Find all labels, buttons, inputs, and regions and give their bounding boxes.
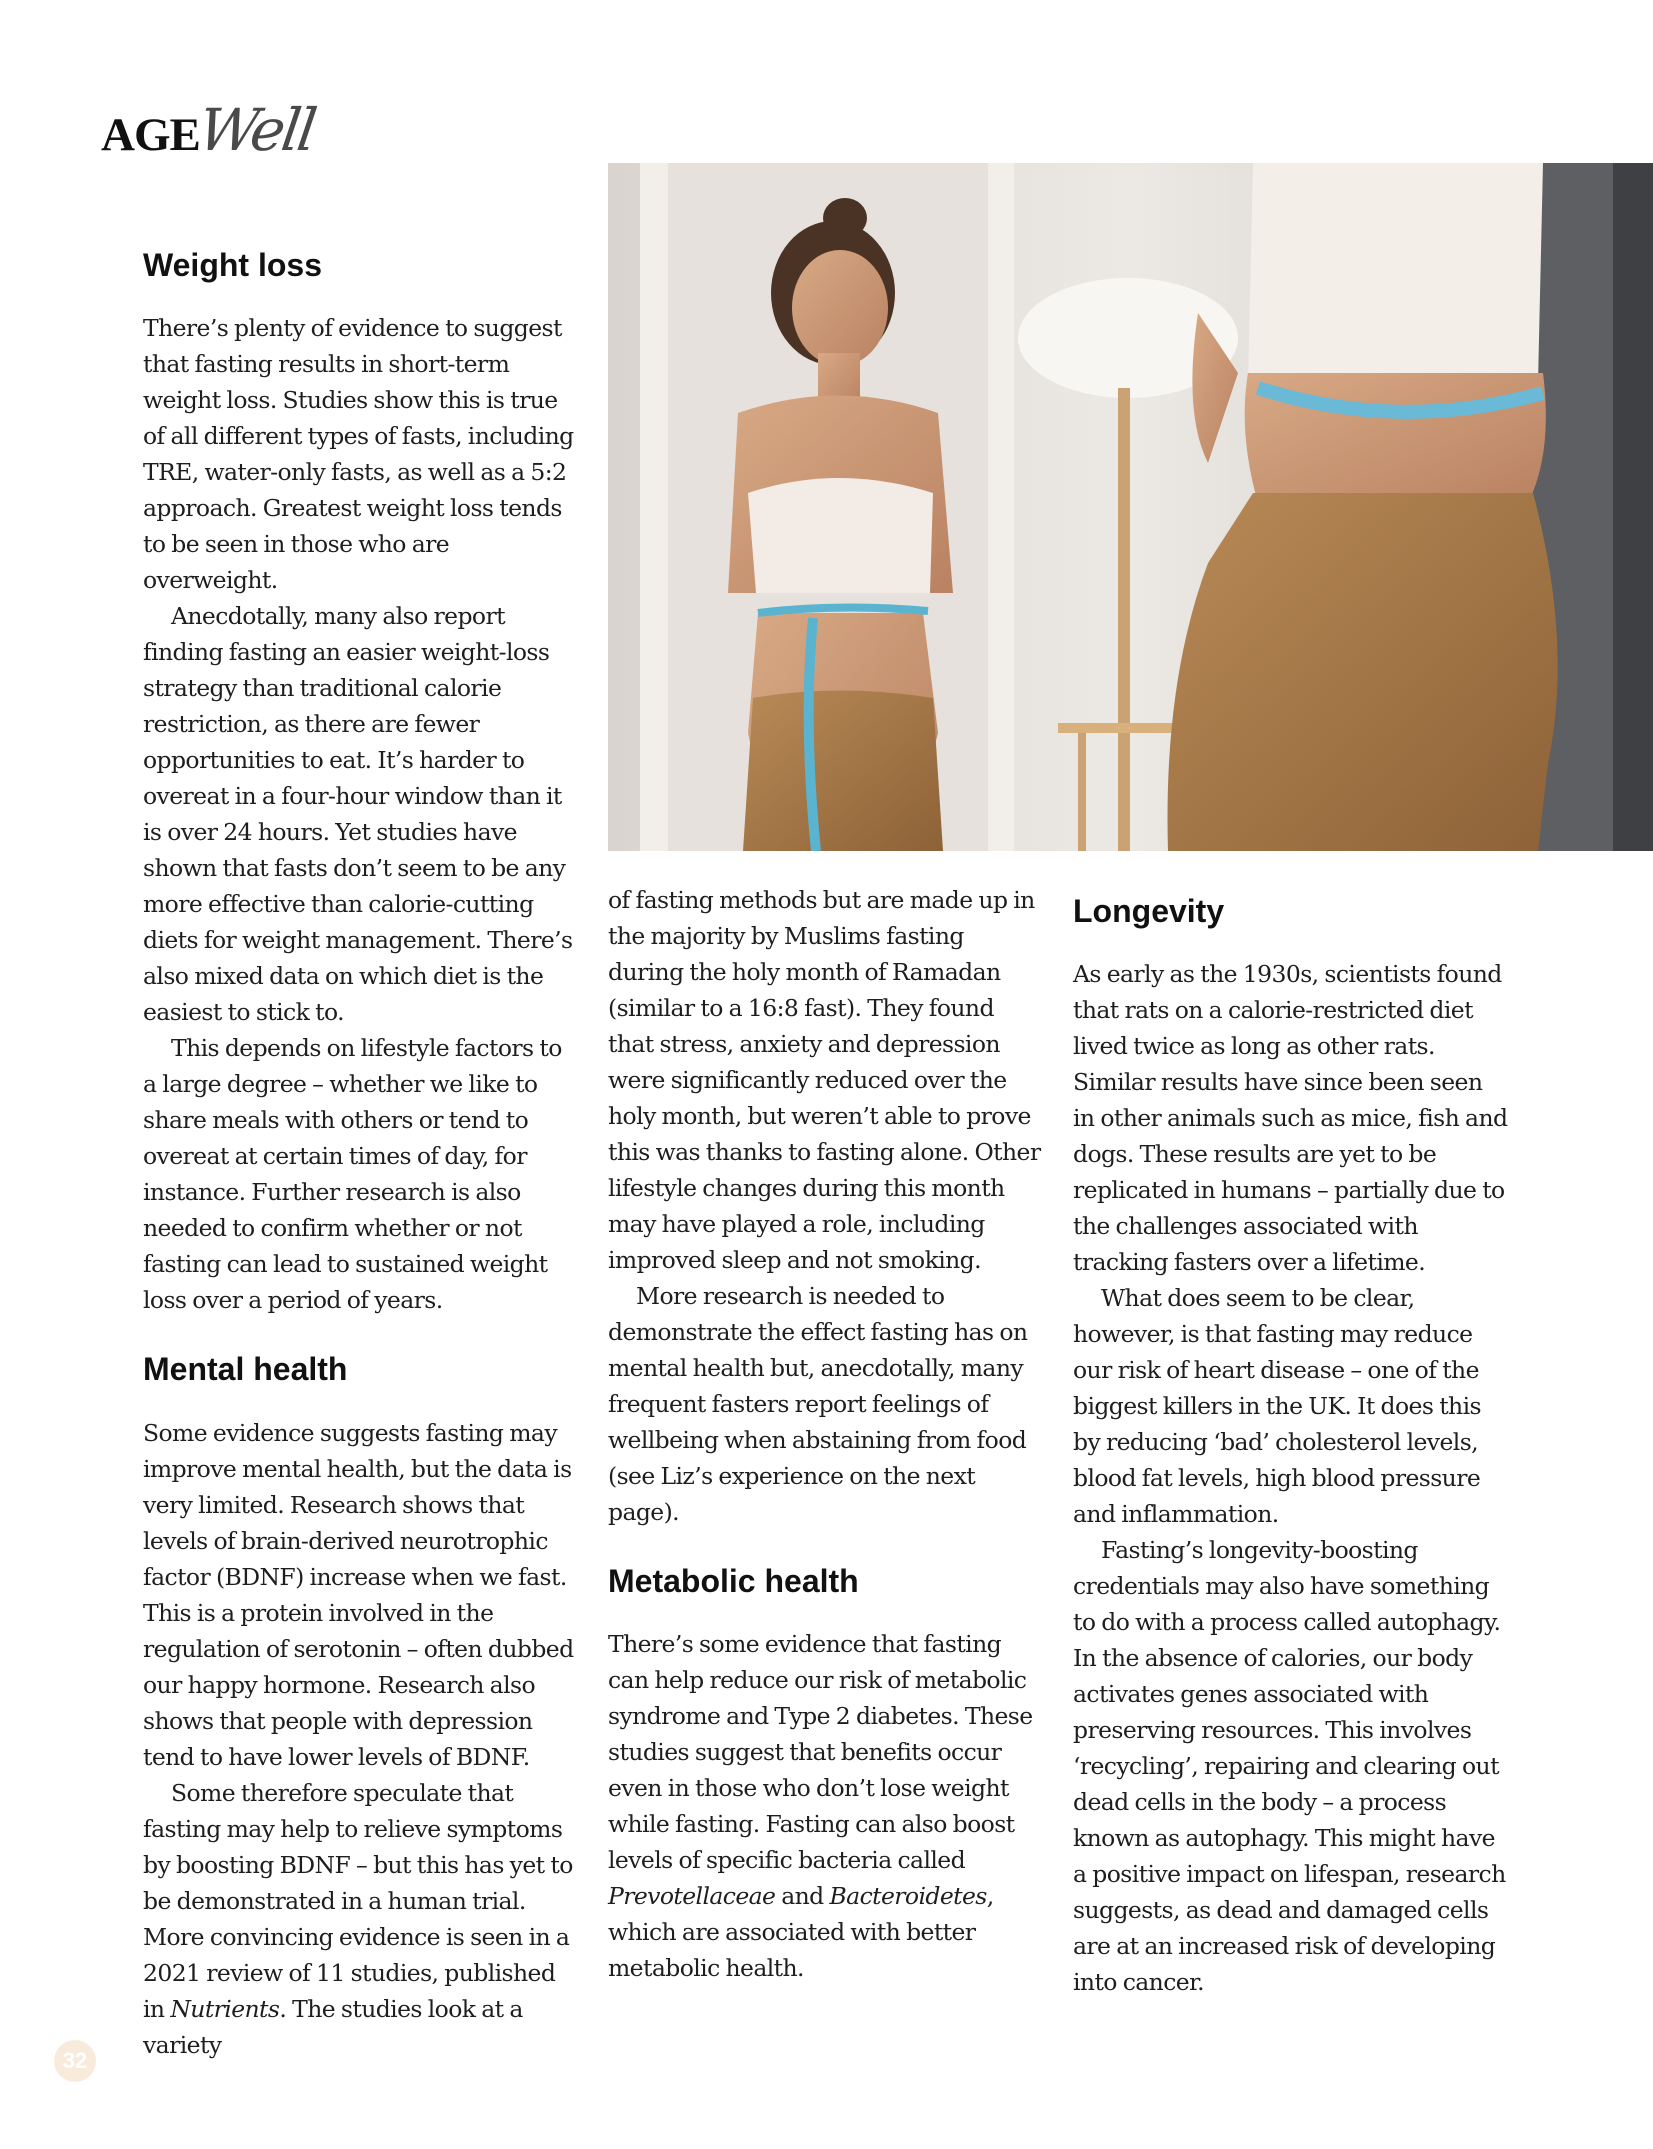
longevity-paragraph-3: Fasting’s longevity-boosting credentials may also have something to do with a process called autophagy. In the absence of calories, our body activates genes associated with preserving resources. This involves ‘recycling’, repairing and clearing out dead cells in the body – a process known as autophagy. This might have a positive impact on lifespan, research suggests, as dead and damaged cells are at an increased risk of developing into cancer. [1073, 1536, 1506, 1997]
bacteria-name-2: Bacteroidetes [829, 1882, 987, 1911]
mental-health-paragraph-2-continued: of fasting methods but are made up in the majority by Muslims fasting during the holy month of Ramadan (similar to a 16:8 fast). They found that stress, anxiety and depression were significantly reduced over the holy month, but weren’t able to prove this was thanks to fasting alone. Other lifestyle changes during this month may have played a role, including improved sleep and not smoking. [608, 886, 1041, 1274]
logo-well-script: Well [194, 96, 319, 164]
longevity-heading: Longevity [1073, 893, 1225, 929]
mental-health-paragraph-3: More research is needed to demonstrate the effect fasting has on mental health but, anecdotally, many frequent fasters report feelings of wellbeing when abstaining from food (see Liz’s experience on the next page). [608, 1282, 1028, 1526]
metabolic-health-heading: Metabolic health [608, 1563, 859, 1599]
weight-loss-paragraph-2: Anecdotally, many also report finding fasting an easier weight-loss strategy than traditional calorie restriction, as there are fewer opportunities to eat. It’s harder to overeat in a four-hour window than it is over 24 hours. Yet studies have shown that fasts don’t seem to be any more effective than calorie-cutting diets for weight management. There’s also mixed data on which diet is the easiest to stick to. [143, 602, 573, 1027]
column-2 [608, 882, 1043, 1986]
mental-health-heading: Mental health [143, 1351, 348, 1388]
logo-age-text: AGE [101, 109, 200, 161]
mental-health-paragraph-1: Some evidence suggests fasting may improve mental health, but the data is very limited. Research shows that levels of brain-derived neurotrophic factor (BDNF) increase when we fast. This is a protein involved in the regulation of serotonin – often dubbed our happy hormone. Research also shows that people with depression tend to have lower levels of BDNF. [143, 1418, 574, 1771]
column-1 [143, 246, 578, 2063]
metabolic-text: There’s some evidence that fasting can help reduce our risk of metabolic syndrome and Type 2 diabetes. These studies suggest that benefits occur even in those who don’t lose weight while fasting. Fasting can also boost levels of specific bacteria called [608, 1630, 1033, 1875]
weight-loss-heading: Weight loss [143, 247, 322, 283]
longevity-paragraph-1: As early as the 1930s, scientists found that rats on a calorie-restricted diet lived twice as long as other rats. Similar results have since been seen in other animals such as mice, fish and dogs. These results are yet to be replicated in humans – partially due to the challenges associated with tracking fasters over a lifetime. [1073, 960, 1508, 1277]
metabolic-health-paragraph-1 [608, 1626, 1043, 1986]
photo-illustration [608, 163, 1653, 851]
weight-loss-paragraph-3: This depends on lifestyle factors to a large degree – whether we like to share meals with others or tend to overeat at certain times of day, for instance. Further research is also needed to confirm whether or not fasting can lead to sustained weight loss over a period of years. [143, 1034, 562, 1315]
metabolic-text-end: , which are associated with better metabolic health. [608, 1882, 994, 1983]
metabolic-and: and [775, 1882, 830, 1911]
page-number: 32 [54, 2040, 96, 2082]
hero-photo [608, 163, 1653, 851]
column-3 [1073, 882, 1508, 2000]
longevity-paragraph-2: What does seem to be clear, however, is that fasting may reduce our risk of heart disease – one of the biggest killers in the UK. It does this by reducing ‘bad’ cholesterol levels, blood fat levels, high blood pressure and inflammation. [1073, 1284, 1481, 1529]
mental-health-paragraph-2 [143, 1775, 578, 2063]
weight-loss-paragraph-1: There’s plenty of evidence to suggest that fasting results in short-term weight loss. Studies show this is true of all different types of fasts, including TRE, water-only fasts, as well as a 5:2 approach. Greatest weight loss tends to be seen in those who are overweight. [143, 314, 574, 595]
journal-name: Nutrients [170, 1994, 280, 2023]
mental-health-paragraph-2-text: Some therefore speculate that fasting may help to relieve symptoms by boosting BDNF – but this has yet to be demonstrated in a human trial. More convincing evidence is seen in a 2021 review of 11 studies, published in [143, 1778, 573, 2023]
bacteria-name-1: Prevotellaceae [608, 1882, 776, 1911]
mental-health-paragraph-2-end: . The studies look at a variety [143, 1994, 523, 2059]
